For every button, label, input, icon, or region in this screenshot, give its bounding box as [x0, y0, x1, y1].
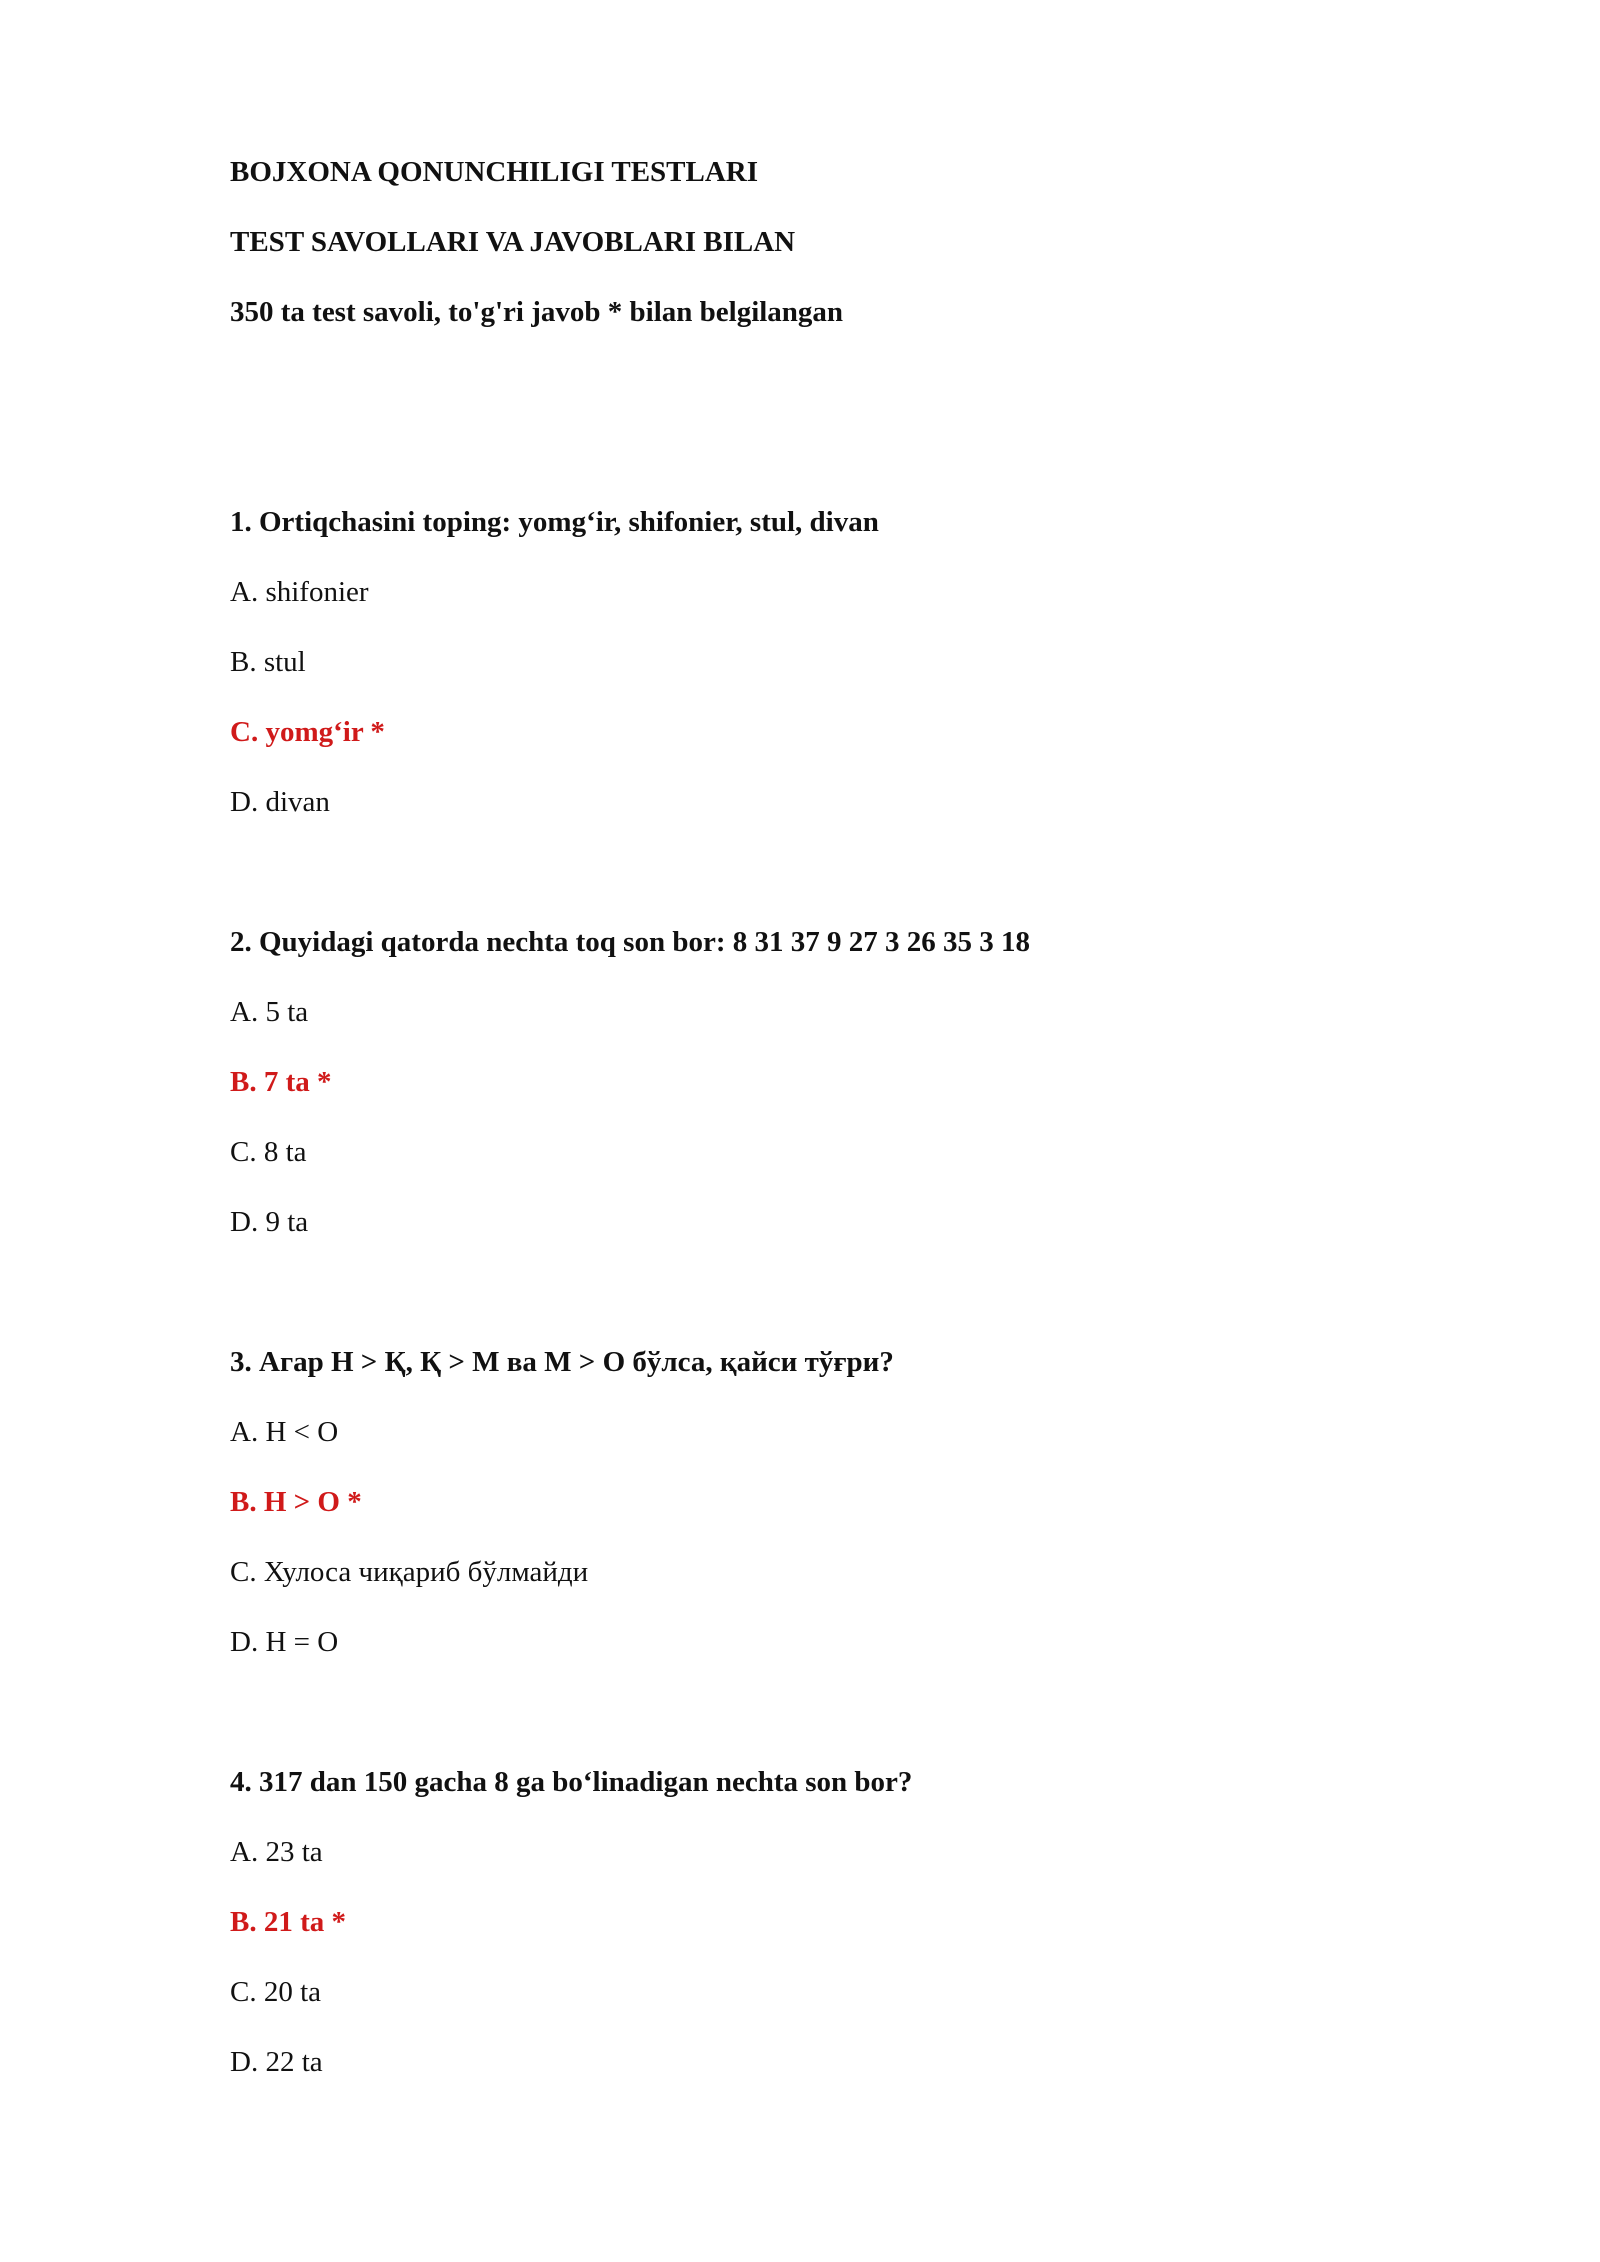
question-3-option-a: A. Н < О	[230, 1416, 339, 1448]
question-1-text: 1. Ortiqchasini toping: yomg‘ir, shifonier, stul, divan	[230, 506, 879, 538]
question-3-text: 3. Агар Н > Қ, Қ > М ва М > О бўлса, қайси тўғри?	[230, 1346, 894, 1378]
question-2-option-b-correct: B. 7 ta *	[230, 1066, 332, 1098]
document-subtitle: TEST SAVOLLARI VA JAVOBLARI BILAN	[230, 226, 796, 258]
question-1-option-b: B. stul	[230, 646, 306, 678]
question-3-option-c: C. Хулоса чиқариб бўлмайди	[230, 1556, 589, 1588]
question-1-option-c-correct: C. yomg‘ir *	[230, 716, 385, 748]
question-2-option-d: D. 9 ta	[230, 1206, 309, 1238]
question-2-option-a: A. 5 ta	[230, 996, 309, 1028]
question-2-option-c: C. 8 ta	[230, 1136, 307, 1168]
question-4-option-d: D. 22 ta	[230, 2046, 323, 2078]
question-4-text: 4. 317 dan 150 gacha 8 ga bo‘linadigan nechta son bor?	[230, 1766, 913, 1798]
question-4-option-b-correct: B. 21 ta *	[230, 1906, 346, 1938]
question-4-option-c: C. 20 ta	[230, 1976, 322, 2008]
question-1-option-a: A. shifonier	[230, 576, 369, 608]
question-3-option-b-correct: B. Н > О *	[230, 1486, 362, 1518]
question-3-option-d: D. Н = О	[230, 1626, 339, 1658]
document-title: BOJXONA QONUNCHILIGI TESTLARI	[230, 156, 759, 188]
question-1-option-d: D. divan	[230, 786, 330, 818]
question-4-option-a: A. 23 ta	[230, 1836, 323, 1868]
document-note: 350 ta test savoli, to'g'ri javob * bilan belgilangan	[230, 296, 844, 328]
question-2-text: 2. Quyidagi qatorda nechta toq son bor: 8 31 37 9 27 3 26 35 3 18	[230, 926, 1030, 958]
